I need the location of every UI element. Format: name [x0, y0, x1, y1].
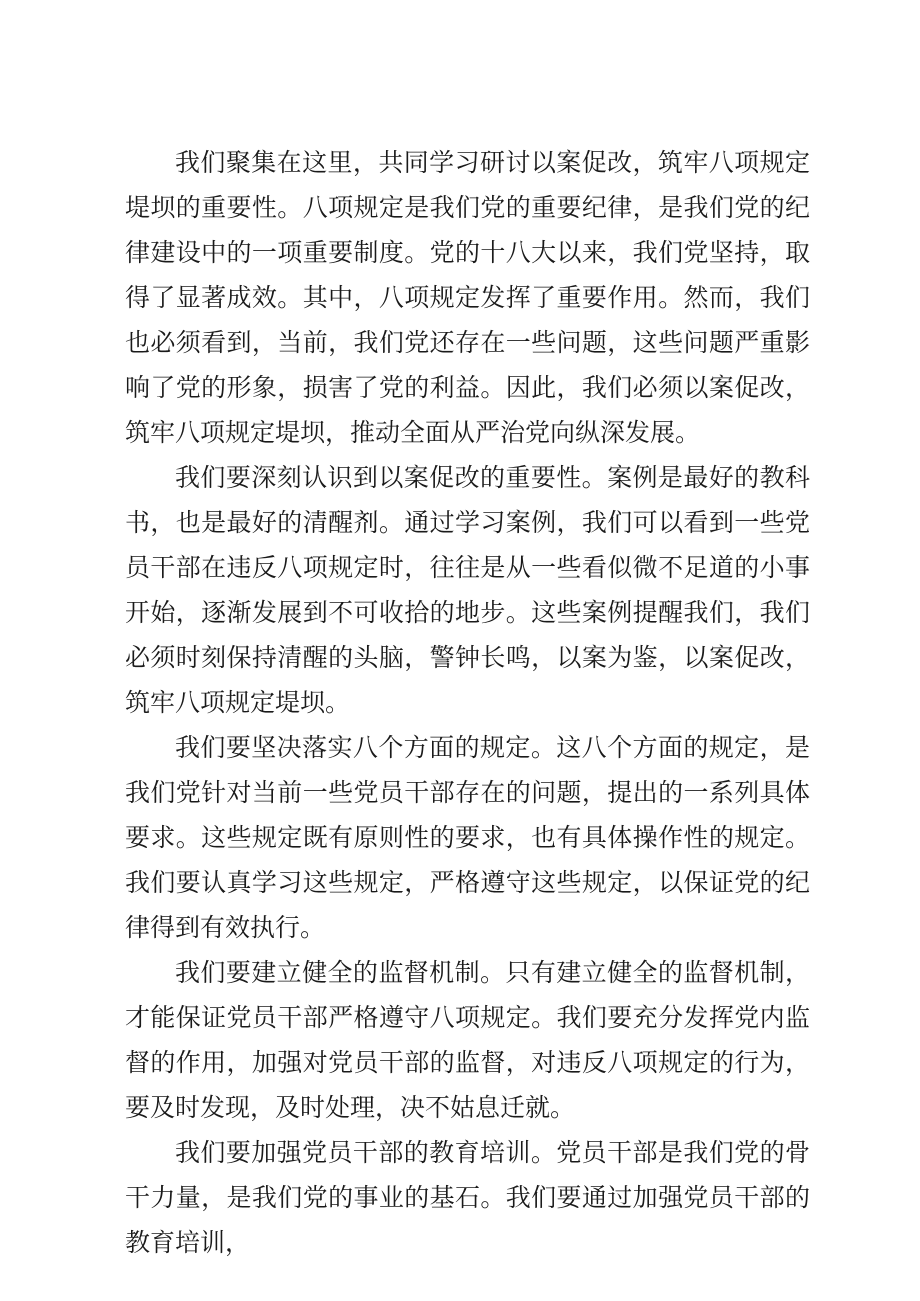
document-body — [125, 140, 810, 1265]
paragraph-4: 我们要建立健全的监督机制。只有建立健全的监督机制，才能保证党员干部严格遵守八项规定。我们要充分发挥党内监督的作用，加强对党员干部的监督，对违反八项规定的行为，要及时发现，及时处理，决不姑息迁就。 — [125, 958, 810, 1122]
paragraph-5: 我们要加强党员干部的教育培训。党员干部是我们党的骨干力量，是我们党的事业的基石。我们要通过加强党员干部的教育培训， — [125, 1138, 810, 1257]
paragraph-3: 我们要坚决落实八个方面的规定。这八个方面的规定，是我们党针对当前一些党员干部存在的问题，提出的一系列具体要求。这些规定既有原则性的要求，也有具体操作性的规定。我们要认真学习这些规定，严格遵守这些规定，以保证党的纪律得到有效执行。 — [125, 733, 810, 942]
paragraph-2: 我们要深刻认识到以案促改的重要性。案例是最好的教科书，也是最好的清醒剂。通过学习案例，我们可以看到一些党员干部在违反八项规定时，往往是从一些看似微不足道的小事开始，逐渐发展到不可收拾的地步。这些案例提醒我们，我们必须时刻保持清醒的头脑，警钟长鸣，以案为鉴，以案促改，筑牢八项规定堤坝。 — [125, 463, 810, 717]
paragraph-1: 我们聚集在这里，共同学习研讨以案促改，筑牢八项规定堤坝的重要性。八项规定是我们党的重要纪律，是我们党的纪律建设中的一项重要制度。党的十八大以来，我们党坚持，取得了显著成效。其中，八项规定发挥了重要作用。然而，我们也必须看到，当前，我们党还存在一些问题，这些问题严重影响了党的形象，损害了党的利益。因此，我们必须以案促改，筑牢八项规定堤坝，推动全面从严治党向纵深发展。 — [125, 148, 810, 447]
